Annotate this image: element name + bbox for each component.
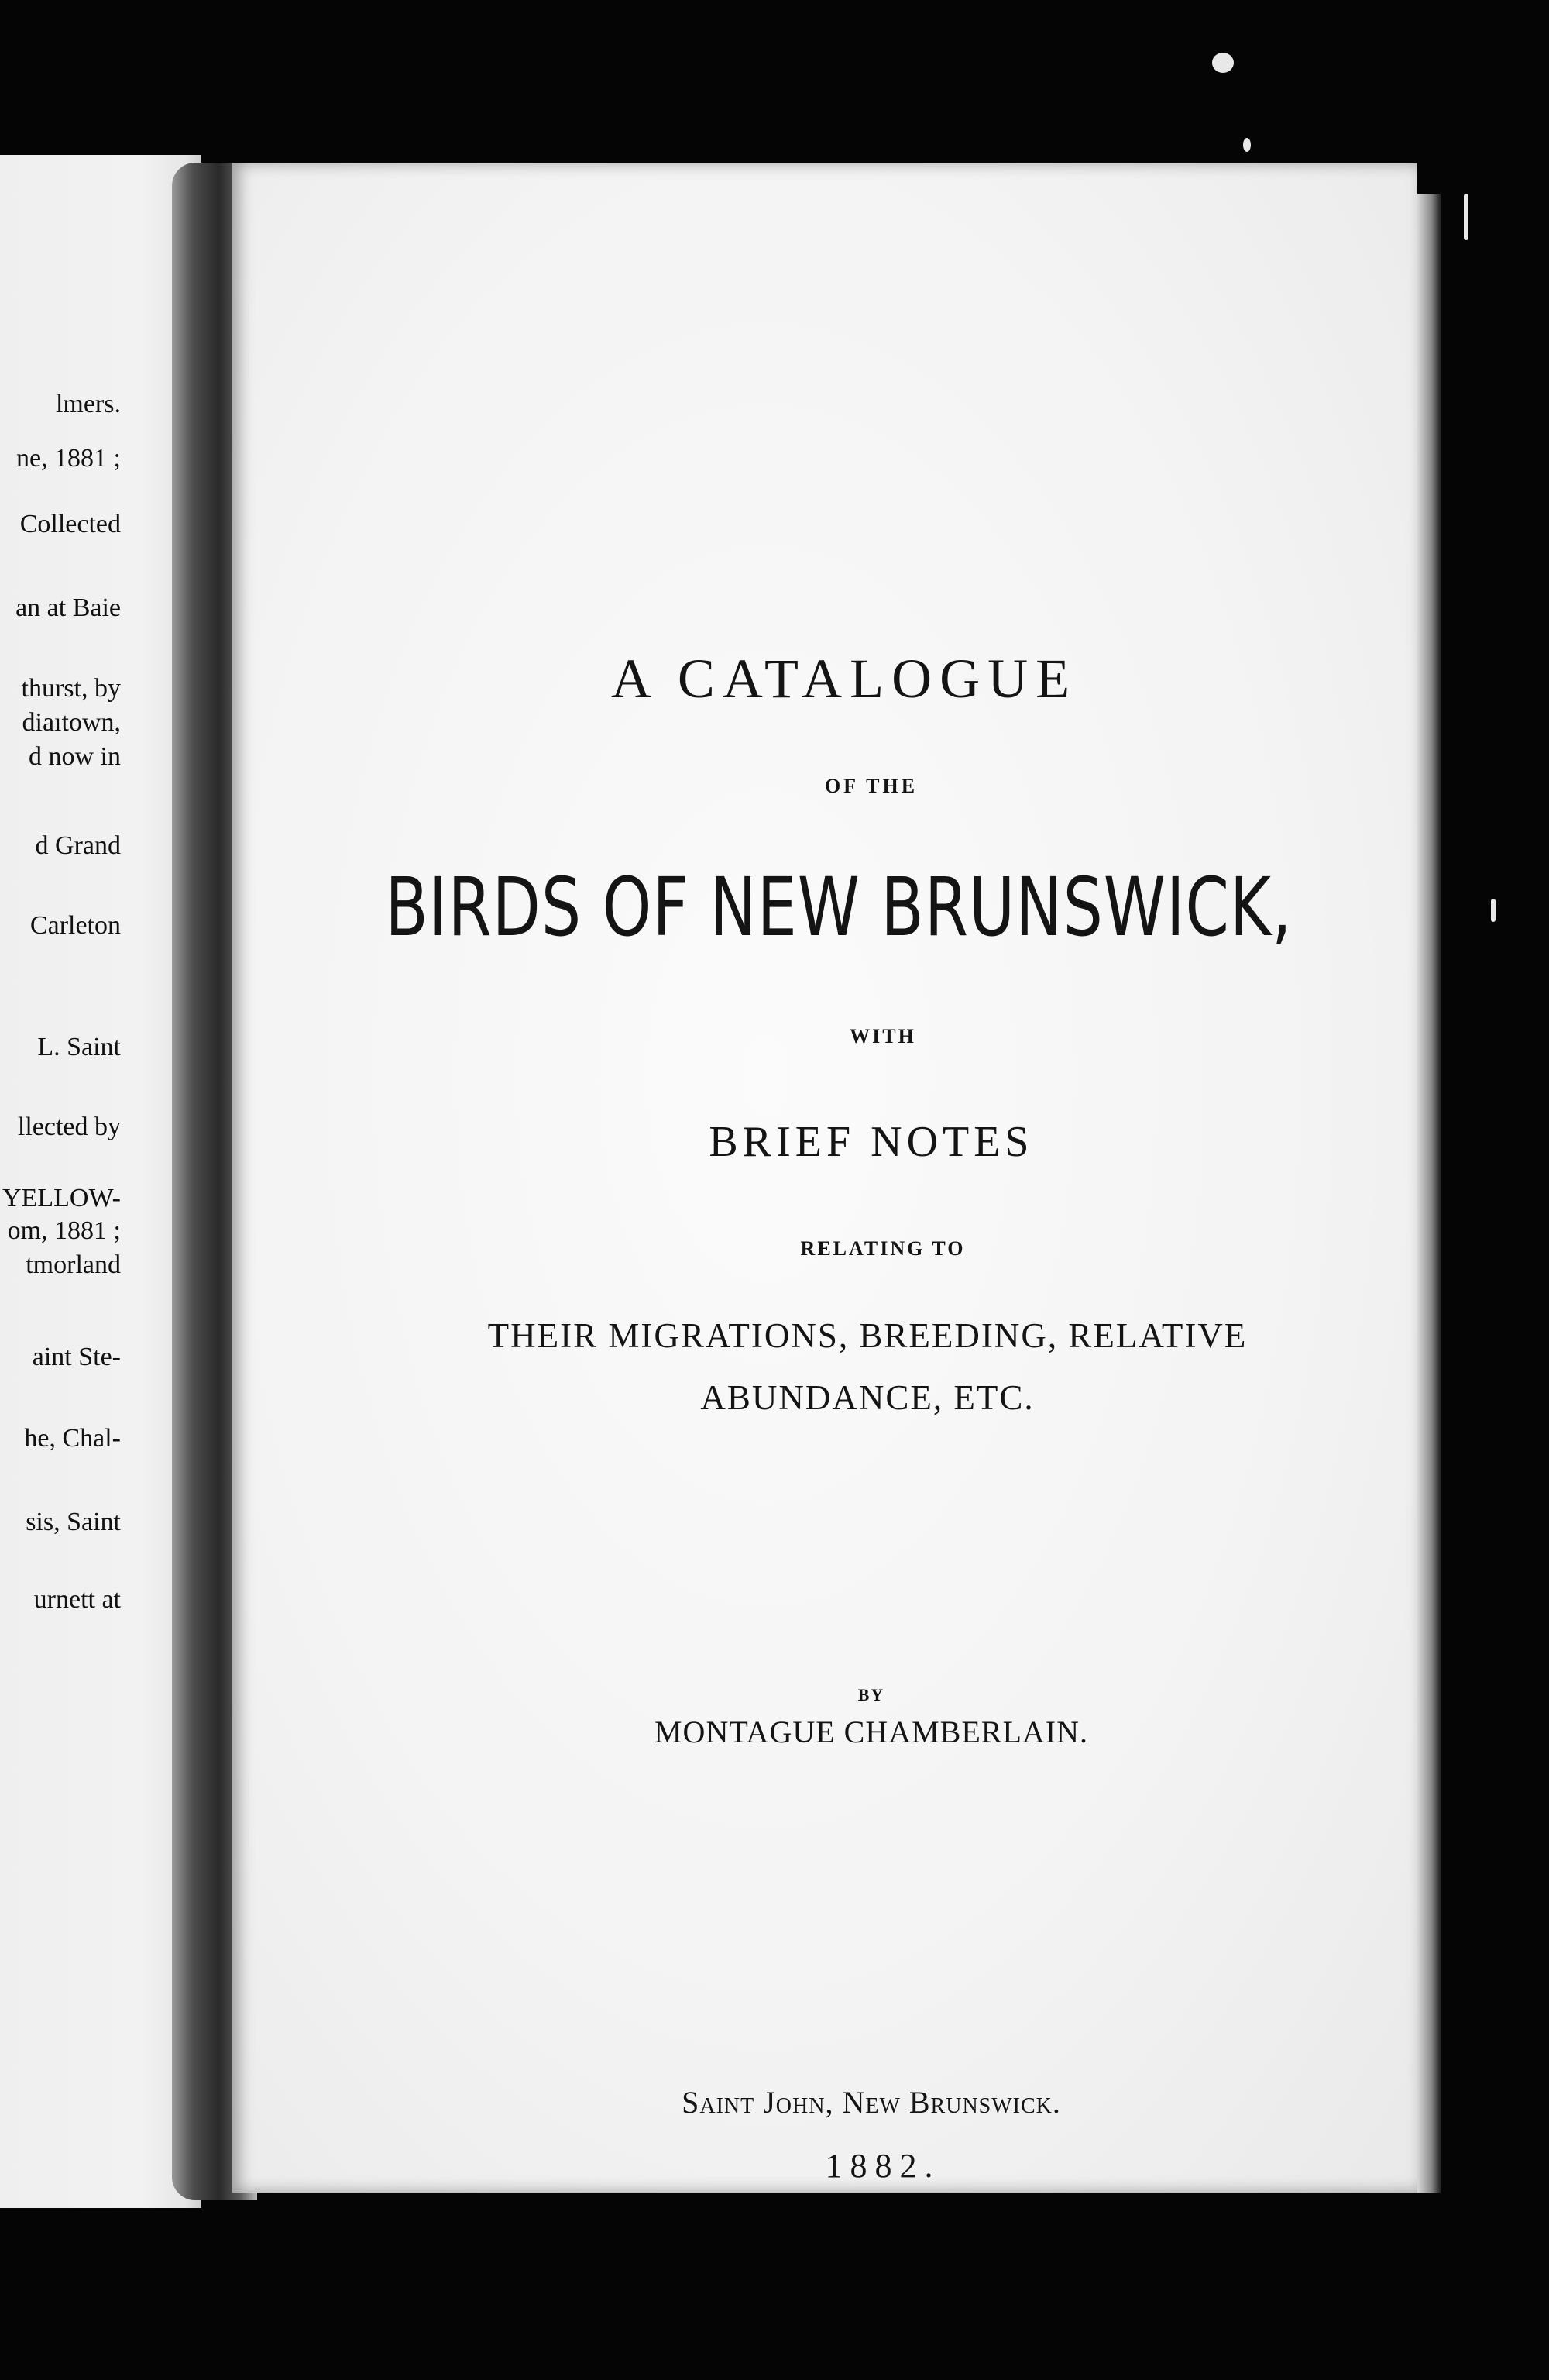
dust-speck [1212, 53, 1234, 73]
catalogue-heading: A CATALOGUE [610, 648, 1078, 710]
left-page-line: aint Ste- [32, 1343, 121, 1371]
dust-speck [1464, 194, 1468, 240]
left-page-line: L. Saint [37, 1033, 121, 1061]
left-page-line: Carleton [29, 911, 121, 940]
left-page-line: thurst, by [21, 674, 121, 703]
dust-speck [1491, 899, 1496, 922]
main-title: BIRDS OF NEW BRUNSWICK, [385, 860, 1293, 954]
left-page-line: he, Chal- [24, 1424, 121, 1453]
brief-notes-heading: BRIEF NOTES [709, 1118, 1034, 1166]
left-page-line: llected by [17, 1113, 121, 1141]
left-page-line: diaıtown, [22, 708, 121, 737]
left-page-line: tmorland [26, 1250, 121, 1279]
author-name: MONTAGUE CHAMBERLAIN. [654, 1714, 1088, 1749]
left-page-line: om, 1881 ; [7, 1216, 121, 1245]
left-page-line: d now in [29, 742, 121, 771]
subtitle-line-1: THEIR MIGRATIONS, BREEDING, RELATIVE [487, 1316, 1248, 1355]
page-right-edge-shadow [1417, 194, 1441, 2193]
title-page [232, 163, 1417, 2193]
left-page-line: lmers. [55, 390, 121, 418]
with-text: WITH [850, 1025, 916, 1047]
of-the-text: OF THE [824, 775, 919, 797]
publication-year: 1882. [825, 2147, 941, 2185]
by-text: BY [857, 1685, 885, 1704]
left-page-line: an at Baie [15, 593, 121, 622]
publication-place: Saint John, New Brunswick. [682, 2085, 1061, 2120]
subtitle-line-2: ABUNDANCE, ETC. [700, 1378, 1035, 1417]
left-page-line: Collected [19, 510, 121, 538]
dust-speck [1243, 138, 1251, 152]
relating-to-text: RELATING TO [800, 1237, 966, 1260]
left-page-line: d Grand [35, 831, 121, 860]
left-page-line: ne, 1881 ; [15, 444, 121, 473]
left-facing-page [0, 155, 201, 2208]
left-page-line: YELLOW- [2, 1184, 121, 1212]
left-page-line: urnett at [33, 1585, 121, 1614]
left-page-line: sis, Saint [26, 1508, 121, 1536]
